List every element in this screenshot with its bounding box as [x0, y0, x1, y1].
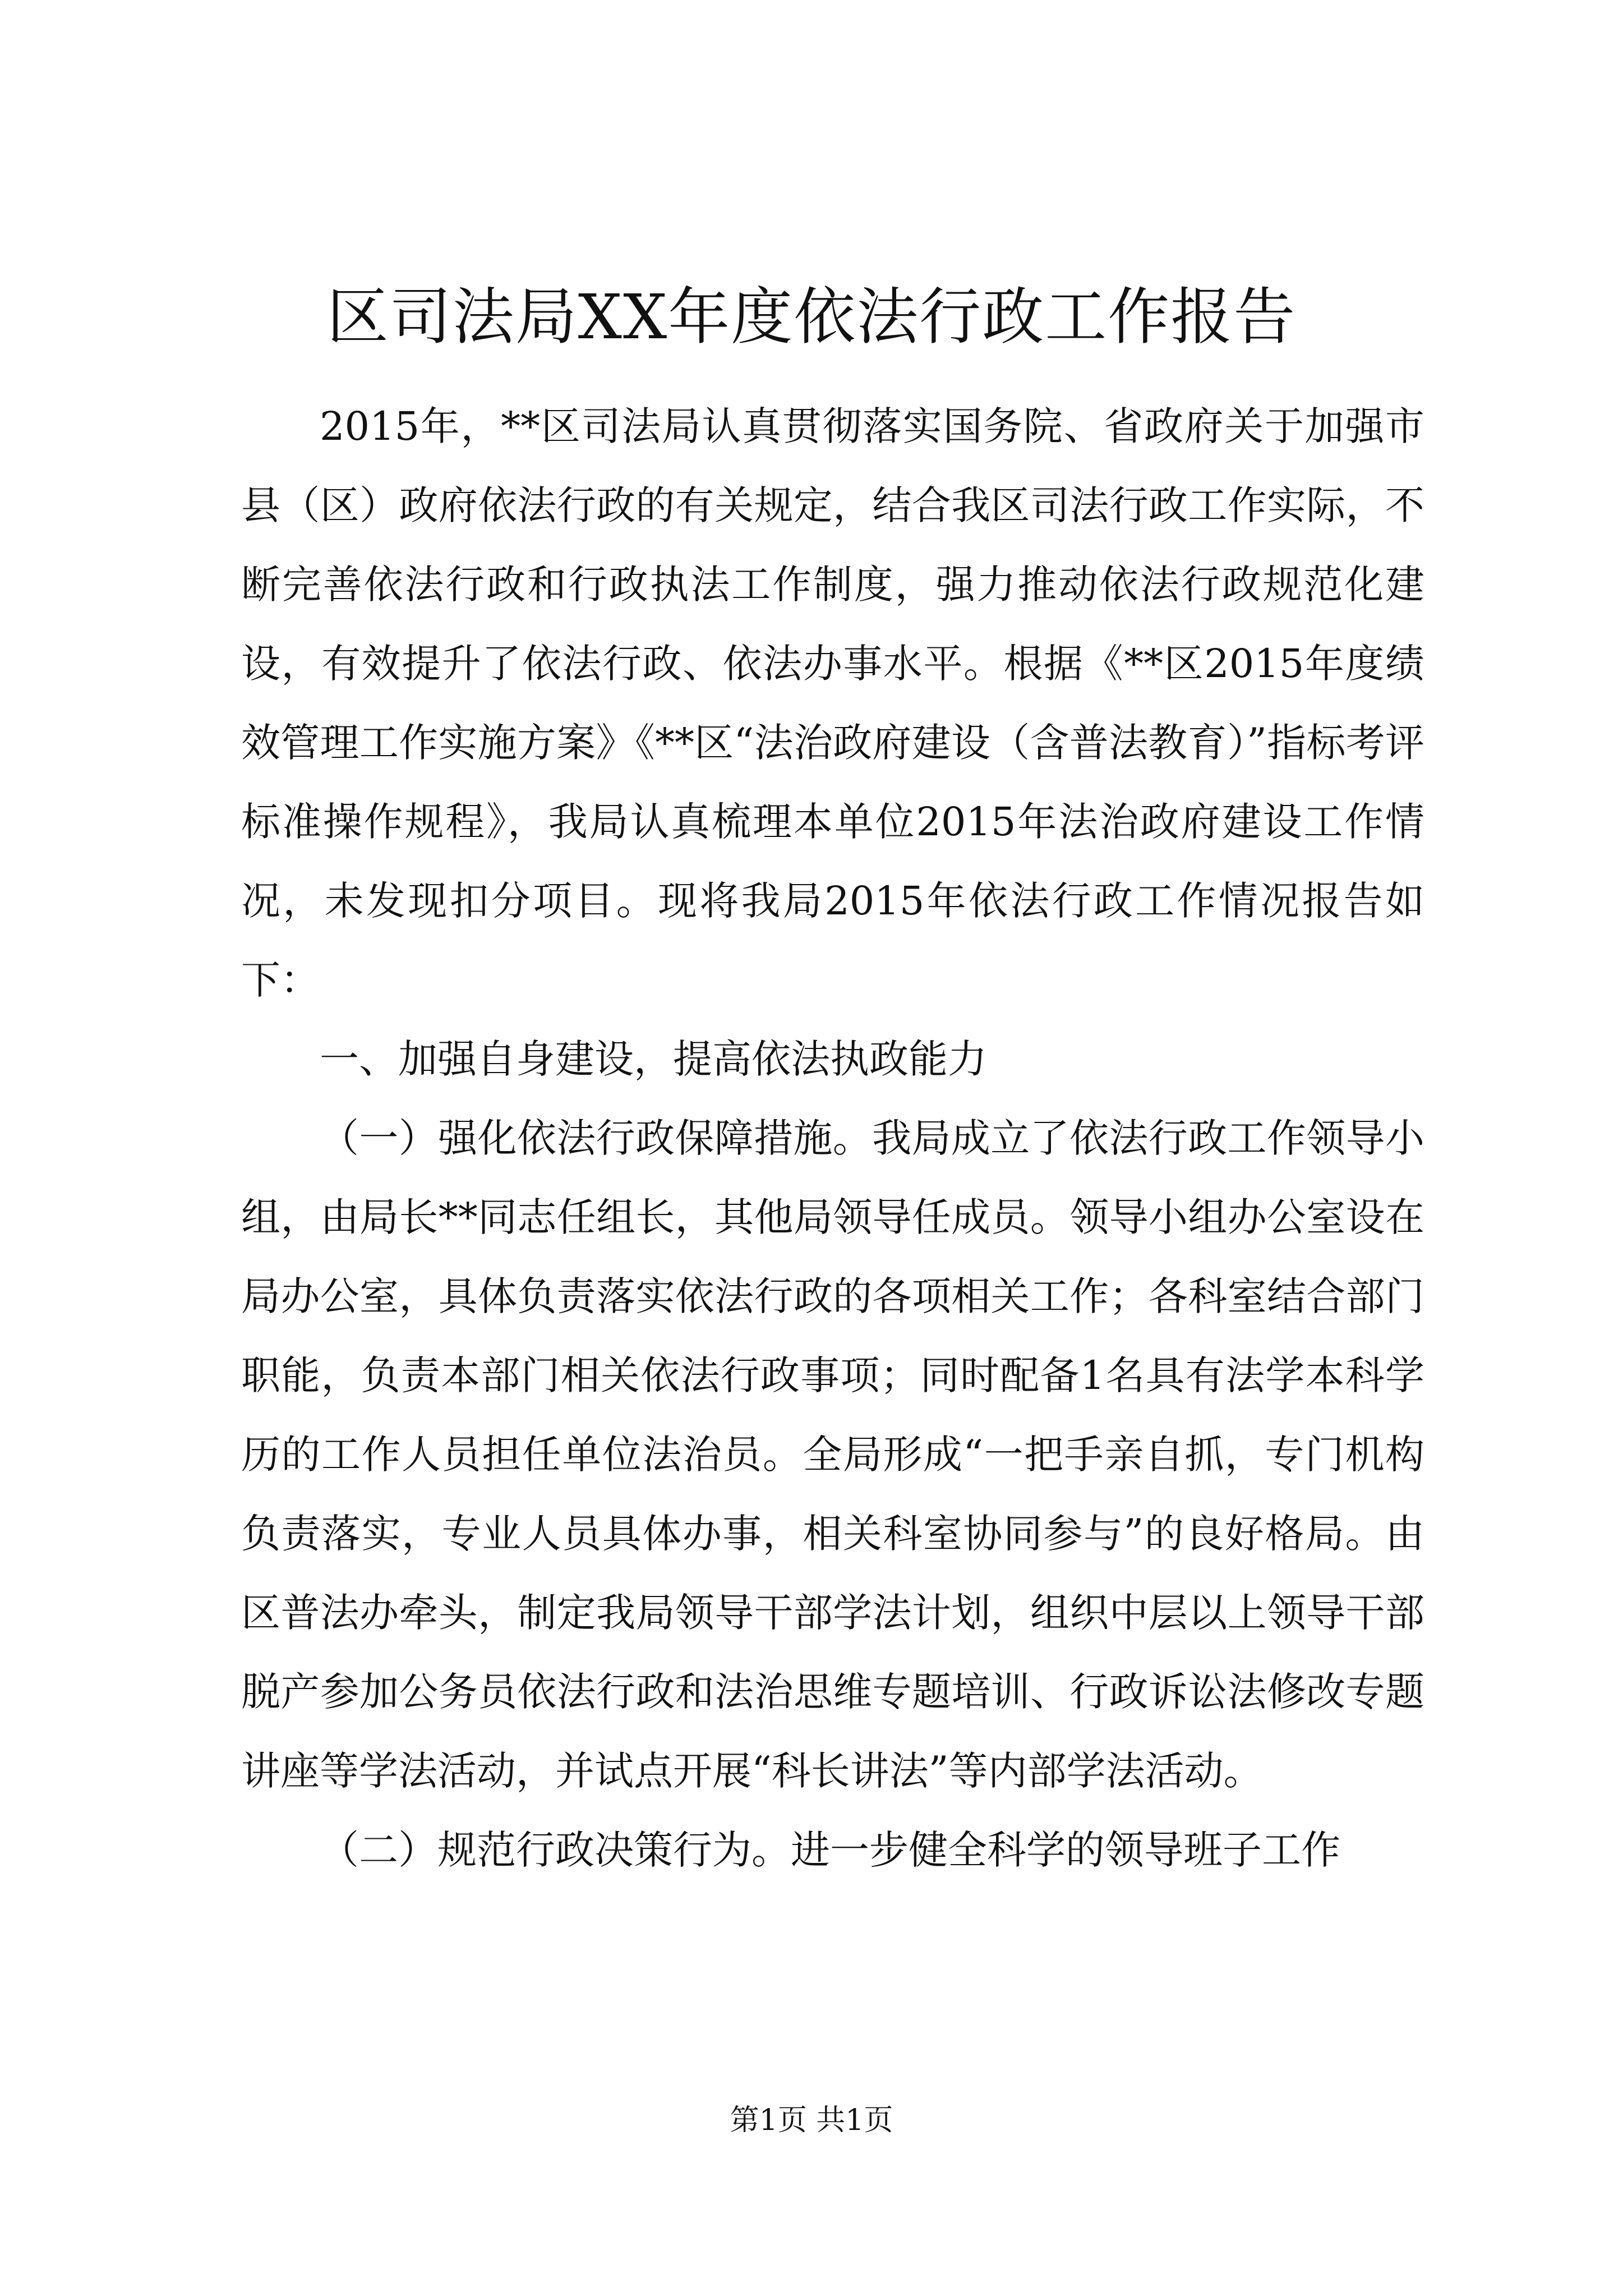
section-heading-1: 一、加强自身建设，提高依法执政能力: [320, 1036, 987, 1082]
page-footer: 第1页 共1页: [730, 2104, 893, 2137]
document-title: 区司法局XX年度依法行政工作报告: [326, 281, 1297, 353]
document-body: [241, 387, 1424, 1890]
paragraph-section-1-2: （二）规范行政决策行为。进一步健全科学的领导班子工作: [320, 1827, 1340, 1873]
paragraph-section-1-1: （一）强化依法行政保障措施。我局成立了依法行政工作领导小组，由局长**同志任组长，其他局领导任成员。领导小组办公室设在局办公室，具体负责落实依法行政的各项相关工作；各科室结合部门职能，负责本部门相关依法行政事项；同时配备1名具有法学本科学历的工作人员担任单位法治员。全局形成“一把手亲自抓，专门机构负责落实，专业人员具体办事，相关科室协同参与”的良好格局。由区普法办牵头，制定我局领导干部学法计划，组织中层以上领导干部脱产参加公务员依法行政和法治思维专题培训、行政诉讼法修改专题讲座等学法活动，并试点开展“科长讲法”等内部学法活动。: [241, 1115, 1424, 1794]
paragraph-intro: 2015年，**区司法局认真贯彻落实国务院、省政府关于加强市县（区）政府依法行政的有关规定，结合我区司法行政工作实际，不断完善依法行政和行政执法工作制度，强力推动依法行政规范化建设，有效提升了依法行政、依法办事水平。根据《**区2015年度绩效管理工作实施方案》《**区“法治政府建设（含普法教育）”指标考评标准操作规程》，我局认真梳理本单位2015年法治政府建设工作情况，未发现扣分项目。现将我局2015年依法行政工作情况报告如下：: [241, 403, 1424, 1003]
